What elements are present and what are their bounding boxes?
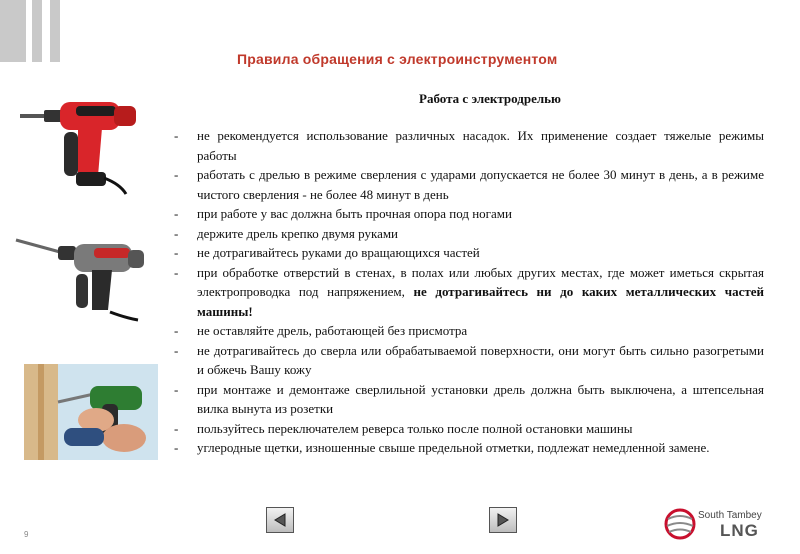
rule-item: - не дотрагивайтесь руками до вращающихся частей	[172, 243, 764, 263]
company-logo	[664, 505, 784, 545]
rule-item: - не оставляйте дрель, работающей без присмотра	[172, 321, 764, 341]
rule-item: - при работе у вас должна быть прочная опора под ногами	[172, 204, 764, 224]
logo-globe-icon	[664, 507, 696, 541]
grey-drill-image	[14, 232, 148, 324]
page-number: 9	[24, 530, 29, 539]
rule-item: - углеродные щетки, изношенные свыше предельной отметки, подлежат немедленной замене.	[172, 438, 764, 458]
rule-item: - не дотрагивайтесь до сверла или обрабатываемой поверхности, они могут быть сильно разогретыми и обжечь Вашу кожу	[172, 341, 764, 380]
rule-item: - работать с дрелью в режиме сверления с ударами допускается не более 30 минут в день, а в режиме чистого сверления - не более 48 минут в день	[172, 165, 764, 204]
red-drill-image	[16, 88, 144, 198]
corner-decoration	[0, 0, 70, 62]
rule-item: - пользуйтесь переключателем реверса только после полной остановки машины	[172, 419, 764, 439]
triangle-right-icon	[495, 512, 511, 528]
section-subtitle: Работа с электродрелью	[419, 91, 561, 106]
rule-item: - при обработке отверстий в стенах, в полах или любых других местах, где может иметься скрытая электропроводка под напряжением, не дотрагивайтесь ни до каких металлических частей машины!	[172, 263, 764, 322]
slide-title: Правила обращения с электроинструментом	[237, 51, 558, 67]
logo-line1: South Tambey	[698, 510, 762, 521]
next-slide-button[interactable]	[489, 507, 517, 533]
rules-list	[172, 126, 764, 458]
triangle-left-icon	[272, 512, 288, 528]
rule-item: - не рекомендуется использование различных насадок. Их применение создает тяжелые режимы работы	[172, 126, 764, 165]
drilling-hands-image	[24, 364, 158, 460]
rule-item: - при монтаже и демонтаже сверлильной установки дрель должна быть выключена, а штепсельная вилка вынута из розетки	[172, 380, 764, 419]
logo-line2: LNG	[720, 521, 759, 540]
rule-warning-bold: не дотрагивайтесь ни до каких металлических частей машины!	[197, 284, 764, 319]
rule-item: - держите дрель крепко двумя руками	[172, 224, 764, 244]
previous-slide-button[interactable]	[266, 507, 294, 533]
